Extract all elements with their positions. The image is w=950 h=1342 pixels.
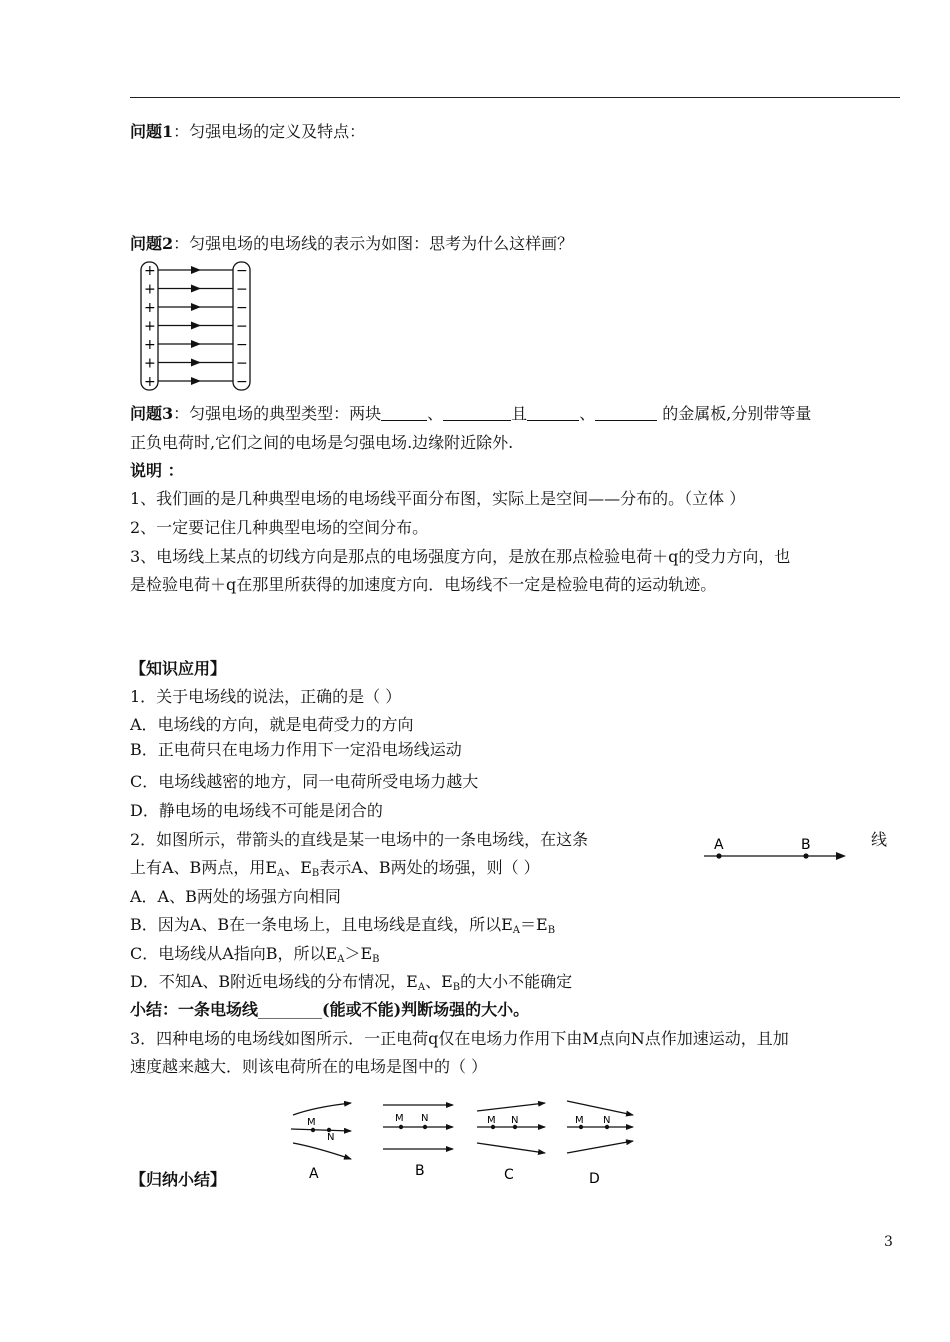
field-arrow bbox=[191, 303, 201, 311]
subscript-a: A bbox=[512, 925, 520, 936]
option-text: C．电场线从A指向B，所以E bbox=[130, 944, 338, 963]
option-text: ＝E bbox=[520, 915, 548, 934]
label-m: M bbox=[307, 1117, 316, 1128]
problem-1-option-b: B．正电荷只在电场力作用下一定沿电场线运动 bbox=[130, 740, 462, 759]
question-2-text: ：匀强电场的电场线的表示为如图：思考为什么这样画？ bbox=[173, 234, 574, 253]
subscript-b: B bbox=[452, 982, 461, 993]
header-rule bbox=[130, 97, 900, 98]
subscript-b: B bbox=[547, 925, 556, 936]
question-3-label: 问题3 bbox=[130, 404, 174, 423]
field-line bbox=[291, 1129, 351, 1131]
plus-sign: + bbox=[144, 337, 156, 353]
option-text: 、E bbox=[425, 972, 453, 991]
field-line bbox=[477, 1143, 545, 1153]
summary-label: 小结：一条电场线 bbox=[130, 1000, 259, 1019]
problem-1-stem: 1．关于电场线的说法，正确的是（ ） bbox=[130, 687, 402, 706]
field-arrow bbox=[191, 322, 201, 330]
stem-text: 上有A、B两点，用E bbox=[130, 858, 277, 877]
minus-sign: − bbox=[236, 263, 248, 279]
option-text: B．因为A、B在一条电场上，且电场线是直线，所以E bbox=[130, 915, 513, 934]
conclusion-heading: 【归纳小结】 bbox=[130, 1170, 227, 1189]
problem-3-stem-1: 3．四种电场的电场线如图所示．一正电荷q仅在电场力作用下由M点向N点作加速运动，且加 bbox=[130, 1029, 789, 1048]
summary-line bbox=[130, 999, 529, 1021]
minus-sign: − bbox=[236, 337, 248, 353]
problem-2-option-b bbox=[130, 914, 555, 942]
problem-2-option-d bbox=[130, 971, 572, 999]
stem-text: 、E bbox=[284, 858, 312, 877]
problem-2-option-a: A．A、B两处的场强方向相同 bbox=[130, 887, 341, 906]
question-1-text: ：匀强电场的定义及特点： bbox=[173, 122, 366, 141]
blank-4[interactable] bbox=[595, 404, 657, 421]
label-m: M bbox=[395, 1113, 404, 1124]
problem-1-option-d: D．静电场的电场线不可能是闭合的 bbox=[130, 801, 383, 820]
note-item: 2、一定要记住几种典型电场的空间分布。 bbox=[130, 518, 429, 537]
subscript-a: A bbox=[277, 868, 285, 879]
diagram-label-d: D bbox=[589, 1171, 600, 1187]
blank-1[interactable] bbox=[381, 404, 427, 421]
point-n bbox=[423, 1125, 427, 1129]
subscript-b: B bbox=[372, 954, 380, 965]
field-arrow bbox=[191, 377, 201, 385]
question-3-text-b: 的金属板,分别带等量 bbox=[657, 404, 812, 423]
field-arrow bbox=[191, 340, 201, 348]
plus-sign: + bbox=[144, 281, 156, 298]
plus-sign: + bbox=[144, 318, 156, 335]
subscript-a: A bbox=[417, 982, 426, 993]
field-line bbox=[293, 1103, 351, 1115]
label-m: M bbox=[487, 1115, 496, 1126]
field-line bbox=[477, 1103, 545, 1111]
field-diagram-c bbox=[477, 1103, 545, 1183]
field-diagram-a bbox=[291, 1103, 351, 1182]
question-3-sep1: 、 bbox=[427, 404, 444, 423]
point-m bbox=[311, 1128, 315, 1132]
problem-1-option-c: C．电场线越密的地方，同一电荷所受电场力越大 bbox=[130, 772, 479, 791]
question-1 bbox=[130, 121, 365, 143]
minus-sign: − bbox=[236, 300, 248, 316]
problem-2-stem-1: 2．如图所示，带箭头的直线是某一电场中的一条电场线，在这条 bbox=[130, 830, 589, 849]
question-3-sep2: 、 bbox=[579, 404, 596, 423]
option-text: D．不知A、B附近电场线的分布情况，E bbox=[130, 972, 418, 991]
minus-sign: − bbox=[236, 355, 248, 372]
apply-heading: 【知识应用】 bbox=[130, 659, 227, 678]
label-n: N bbox=[327, 1132, 335, 1143]
option-text: 的大小不能确定 bbox=[460, 972, 573, 991]
label-n: N bbox=[421, 1113, 429, 1124]
single-field-line-figure bbox=[700, 832, 850, 874]
note-item: 是检验电荷＋q在那里所获得的加速度方向．电场线不一定是检验电荷的运动轨迹。 bbox=[130, 575, 717, 594]
option-text: ＞E bbox=[344, 944, 373, 963]
summary-blank[interactable]: ________ bbox=[258, 1000, 323, 1019]
point-a-label: A bbox=[714, 837, 724, 853]
plus-sign: + bbox=[144, 300, 156, 316]
point-b bbox=[803, 853, 808, 858]
point-a bbox=[716, 853, 721, 858]
field-lines bbox=[158, 266, 233, 385]
question-2-label: 问题2 bbox=[130, 234, 174, 253]
plus-sign: + bbox=[144, 355, 156, 372]
diagram-label-b: B bbox=[415, 1163, 425, 1179]
uniform-field-figure bbox=[133, 258, 257, 394]
plus-sign: + bbox=[144, 263, 156, 279]
question-3-text-a: ：匀强电场的典型类型：两块 bbox=[173, 404, 382, 423]
problem-2-option-c bbox=[130, 943, 380, 971]
question-3-mid: 且 bbox=[511, 404, 528, 423]
label-n: N bbox=[511, 1115, 519, 1126]
notes-label: 说明 ： bbox=[130, 461, 184, 480]
point-b-label: B bbox=[801, 837, 811, 853]
problem-2-stem-2 bbox=[130, 857, 540, 885]
subscript-a: A bbox=[337, 954, 345, 965]
field-line bbox=[293, 1143, 351, 1159]
summary-rest: (能或不能)判断场强的大小。 bbox=[322, 1000, 530, 1019]
field-diagram-b bbox=[383, 1105, 453, 1179]
diagram-label-c: C bbox=[504, 1167, 514, 1183]
note-item: 3、电场线上某点的切线方向是那点的电场强度方向，是放在那点检验电荷＋q的受力方向，也 bbox=[130, 547, 791, 566]
question-3 bbox=[130, 403, 811, 425]
note-item: 1、我们画的是几种典型电场的电场线平面分布图，实际上是空间——分布的。（立体 ） bbox=[130, 489, 746, 508]
question-2 bbox=[130, 233, 573, 255]
point-m bbox=[399, 1125, 403, 1129]
problem-3-stem-2: 速度越来越大．则该电荷所在的电场是图中的（ ） bbox=[130, 1057, 488, 1076]
minus-sign: − bbox=[236, 281, 248, 298]
field-arrow bbox=[191, 266, 201, 274]
stem-text: 表示A、B两处的场强，则（ ） bbox=[319, 858, 540, 877]
minus-sign: − bbox=[236, 374, 248, 390]
plus-sign: + bbox=[144, 374, 156, 390]
blank-2[interactable] bbox=[443, 404, 511, 421]
field-diagram-d bbox=[567, 1101, 633, 1187]
field-line-arrow bbox=[836, 852, 846, 860]
problem-2-stem-end: 线 bbox=[871, 830, 888, 849]
problem-1-option-a: A．电场线的方向，就是电荷受力的方向 bbox=[130, 715, 414, 734]
label-m: M bbox=[575, 1115, 584, 1126]
minus-sign: − bbox=[236, 318, 248, 335]
blank-3[interactable] bbox=[527, 404, 579, 421]
four-fields-figure bbox=[285, 1095, 635, 1190]
field-line bbox=[567, 1101, 633, 1115]
label-n: N bbox=[603, 1115, 611, 1126]
page-number: 3 bbox=[884, 1234, 893, 1250]
field-arrow bbox=[191, 359, 201, 367]
question-1-label: 问题1 bbox=[130, 122, 174, 141]
question-3-line-2: 正负电荷时,它们之间的电场是匀强电场.边缘附近除外. bbox=[130, 433, 514, 452]
diagram-label-a: A bbox=[309, 1166, 319, 1182]
field-arrow bbox=[191, 285, 201, 293]
field-line bbox=[567, 1141, 633, 1153]
subscript-b: B bbox=[311, 868, 320, 879]
